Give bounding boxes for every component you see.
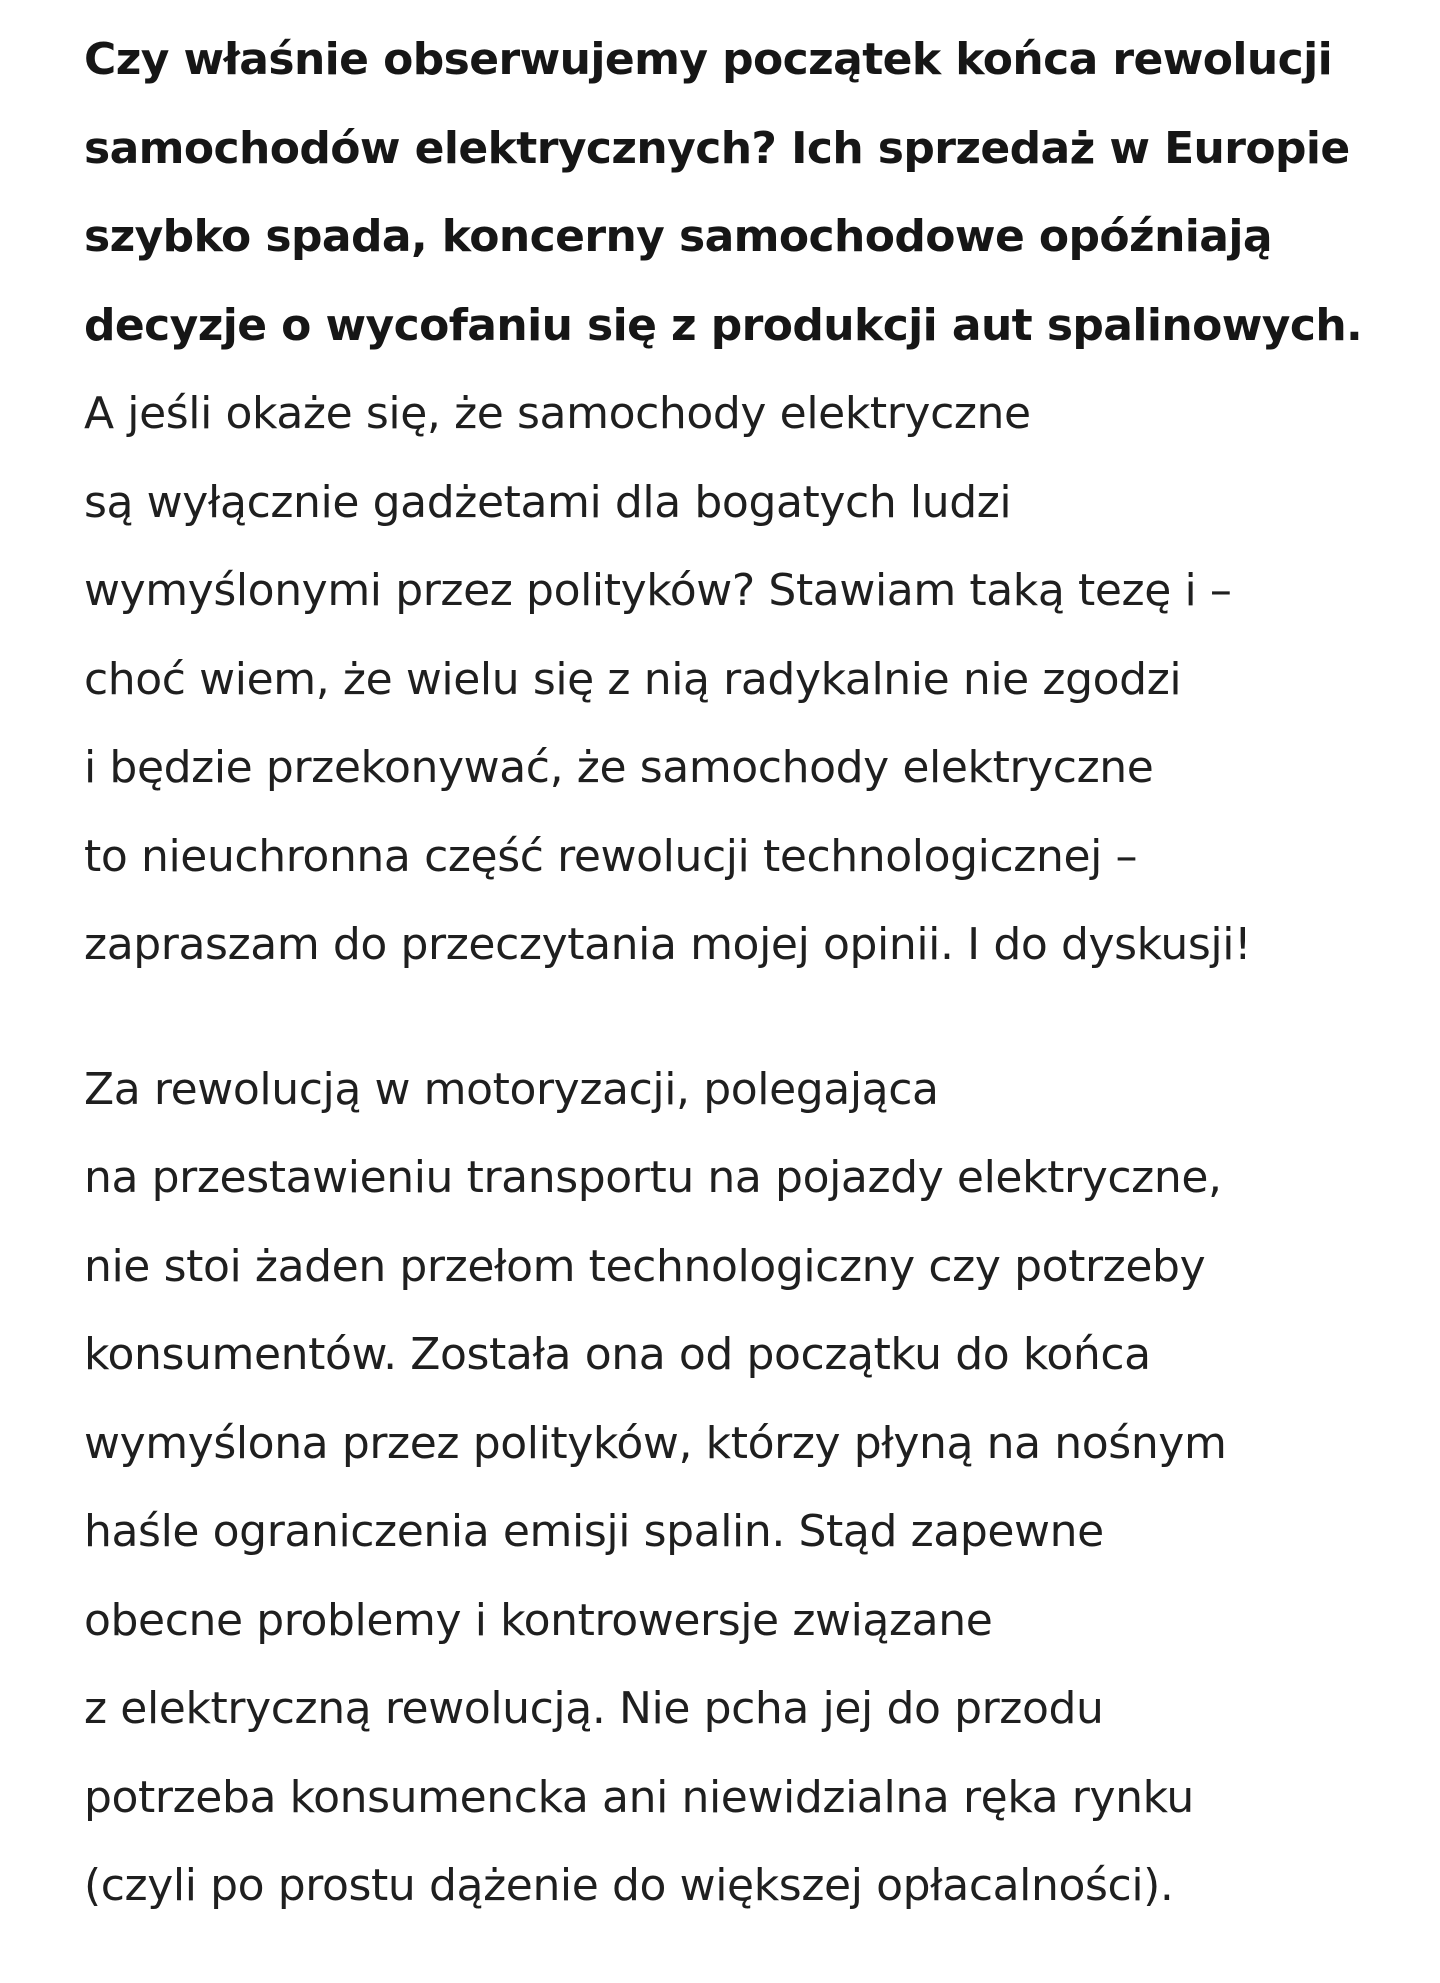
paragraph-spacer: [84, 990, 1384, 1046]
intro-line: są wyłącznie gadżetami dla bogatych ludzi: [84, 476, 1012, 528]
article-body: [84, 16, 1384, 1931]
lead-line: Czy właśnie obserwujemy początek końca rewolucji: [84, 34, 1333, 85]
lead-line: szybko spada, koncerny samochodowe opóźniają: [84, 211, 1272, 262]
intro-line: i będzie przekonywać, że samochody elektryczne: [84, 742, 1154, 793]
body-line: wymyślona przez polityków, którzy płyną na nośnym: [84, 1417, 1227, 1469]
body-line: nie stoi żaden przełom technologiczny czy potrzeby: [84, 1240, 1206, 1292]
lead-line: samochodów elektrycznych? Ich sprzedaż w Europie: [84, 122, 1350, 174]
body-paragraph: [84, 1046, 1384, 1931]
body-line: (czyli po prostu dążenie do większej opłacalności).: [84, 1860, 1174, 1911]
body-line: potrzeba konsumencka ani niewidzialna ręka rynku: [84, 1771, 1194, 1823]
lead-paragraph: [84, 16, 1384, 370]
body-line: na przestawieniu transportu na pojazdy elektryczne,: [84, 1152, 1222, 1203]
intro-line: wymyślonymi przez polityków? Stawiam taką tezę i –: [84, 565, 1232, 616]
intro-line: to nieuchronna część rewolucji technologicznej –: [84, 830, 1138, 882]
intro-paragraph: [84, 370, 1384, 990]
body-line: Za rewolucją w motoryzacji, polegająca: [84, 1063, 939, 1115]
intro-line: choć wiem, że wielu się z nią radykalnie nie zgodzi: [84, 653, 1182, 705]
body-line: konsumentów. Została ona od początku do końca: [84, 1329, 1151, 1380]
body-line: z elektryczną rewolucją. Nie pcha jej do przodu: [84, 1683, 1104, 1734]
body-line: haśle ograniczenia emisji spalin. Stąd zapewne: [84, 1506, 1104, 1557]
intro-line: zapraszam do przeczytania mojej opinii. I do dyskusji!: [84, 919, 1252, 970]
intro-line: A jeśli okaże się, że samochody elektryczne: [84, 388, 1031, 439]
lead-line: decyzje o wycofaniu się z produkcji aut spalinowych.: [84, 299, 1363, 351]
body-line: obecne problemy i kontrowersje związane: [84, 1594, 993, 1646]
